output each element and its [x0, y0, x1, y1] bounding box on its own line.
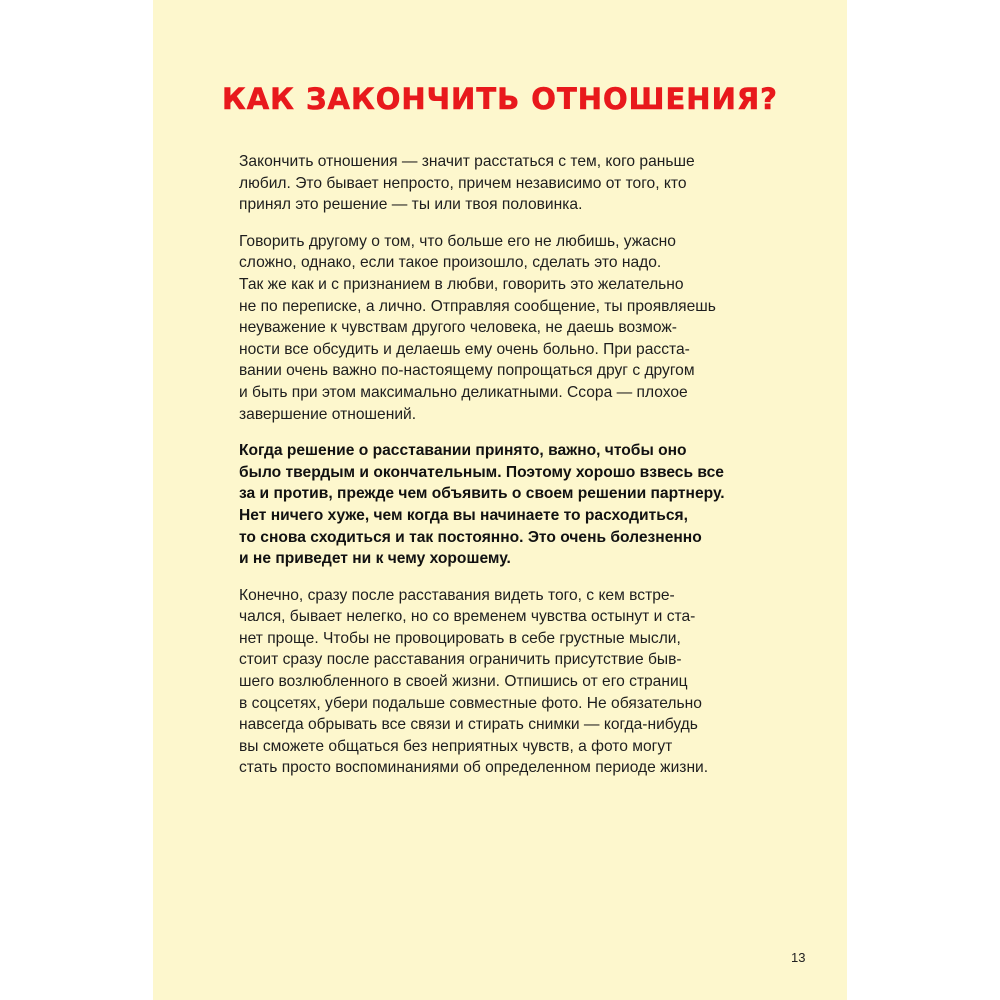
text-line: Закончить отношения — значит расстаться с тем, кого раньше: [239, 153, 695, 170]
text-line: и не приведет ни к чему хорошему.: [239, 550, 511, 568]
text-line: ности все обсудить и делаешь ему очень больно. При расста-: [239, 340, 690, 358]
text-line: Когда решение о расставании принято, важно, чтобы оно: [239, 442, 687, 460]
text-line: то снова сходиться и так постоянно. Это очень болезненно: [239, 528, 702, 546]
text-line: стоит сразу после расставания ограничить присутствие быв-: [239, 651, 682, 669]
paragraph-1: [239, 151, 799, 216]
book-page: [153, 0, 847, 1000]
text-line: Нет ничего хуже, чем когда вы начинаете то расходиться,: [239, 506, 688, 524]
text-line: любил. Это бывает непросто, причем независимо от того, кто: [239, 174, 687, 192]
text-line: не по переписке, а лично. Отправляя сообщение, ты проявляешь: [239, 297, 716, 315]
text-line: в соцсетях, убери подальше совместные фото. Не обязательно: [239, 694, 702, 712]
page-number: 13: [791, 950, 806, 965]
text-line: Конечно, сразу после расставания видеть того, с кем встре-: [239, 586, 675, 604]
text-line: сложно, однако, если такое произошло, сделать это надо.: [239, 254, 662, 272]
text-line: вании очень важно по-настоящему попрощаться друг с другом: [239, 362, 695, 380]
text-line: чался, бывает нелегко, но со временем чувства остынут и ста-: [239, 608, 696, 626]
text-line: за и против, прежде чем объявить о своем решении партнеру.: [239, 485, 725, 503]
text-line: вы сможете общаться без неприятных чувств, а фото могут: [239, 737, 673, 755]
text-line: Так же как и с признанием в любви, говорить это желательно: [239, 275, 684, 293]
body-text: [239, 151, 799, 794]
text-line: навсегда обрывать все связи и стирать снимки — когда-нибудь: [239, 716, 698, 734]
text-line: Говорить другому о том, что больше его не любишь, ужасно: [239, 232, 676, 250]
paragraph-4: [239, 585, 799, 779]
text-line: было твердым и окончательным. Поэтому хорошо взвесь все: [239, 463, 724, 481]
text-line: шего возлюбленного в своей жизни. Отпишись от его страниц: [239, 673, 688, 691]
text-line: и быть при этом максимально деликатными. Ссора — плохое: [239, 383, 688, 401]
text-line: завершение отношений.: [239, 405, 417, 423]
page-title: КАК ЗАКОНЧИТЬ ОТНОШЕНИЯ?: [222, 82, 778, 116]
paragraph-2: [239, 231, 799, 425]
text-line: неуважение к чувствам другого человека, не даешь возмож-: [239, 319, 677, 337]
text-line: стать просто воспоминаниями об определенном периоде жизни.: [239, 759, 709, 777]
text-line: нет проще. Чтобы не провоцировать в себе грустные мысли,: [239, 629, 681, 647]
text-line: принял это решение — ты или твоя половинка.: [239, 196, 583, 214]
paragraph-3-bold: [239, 440, 799, 570]
